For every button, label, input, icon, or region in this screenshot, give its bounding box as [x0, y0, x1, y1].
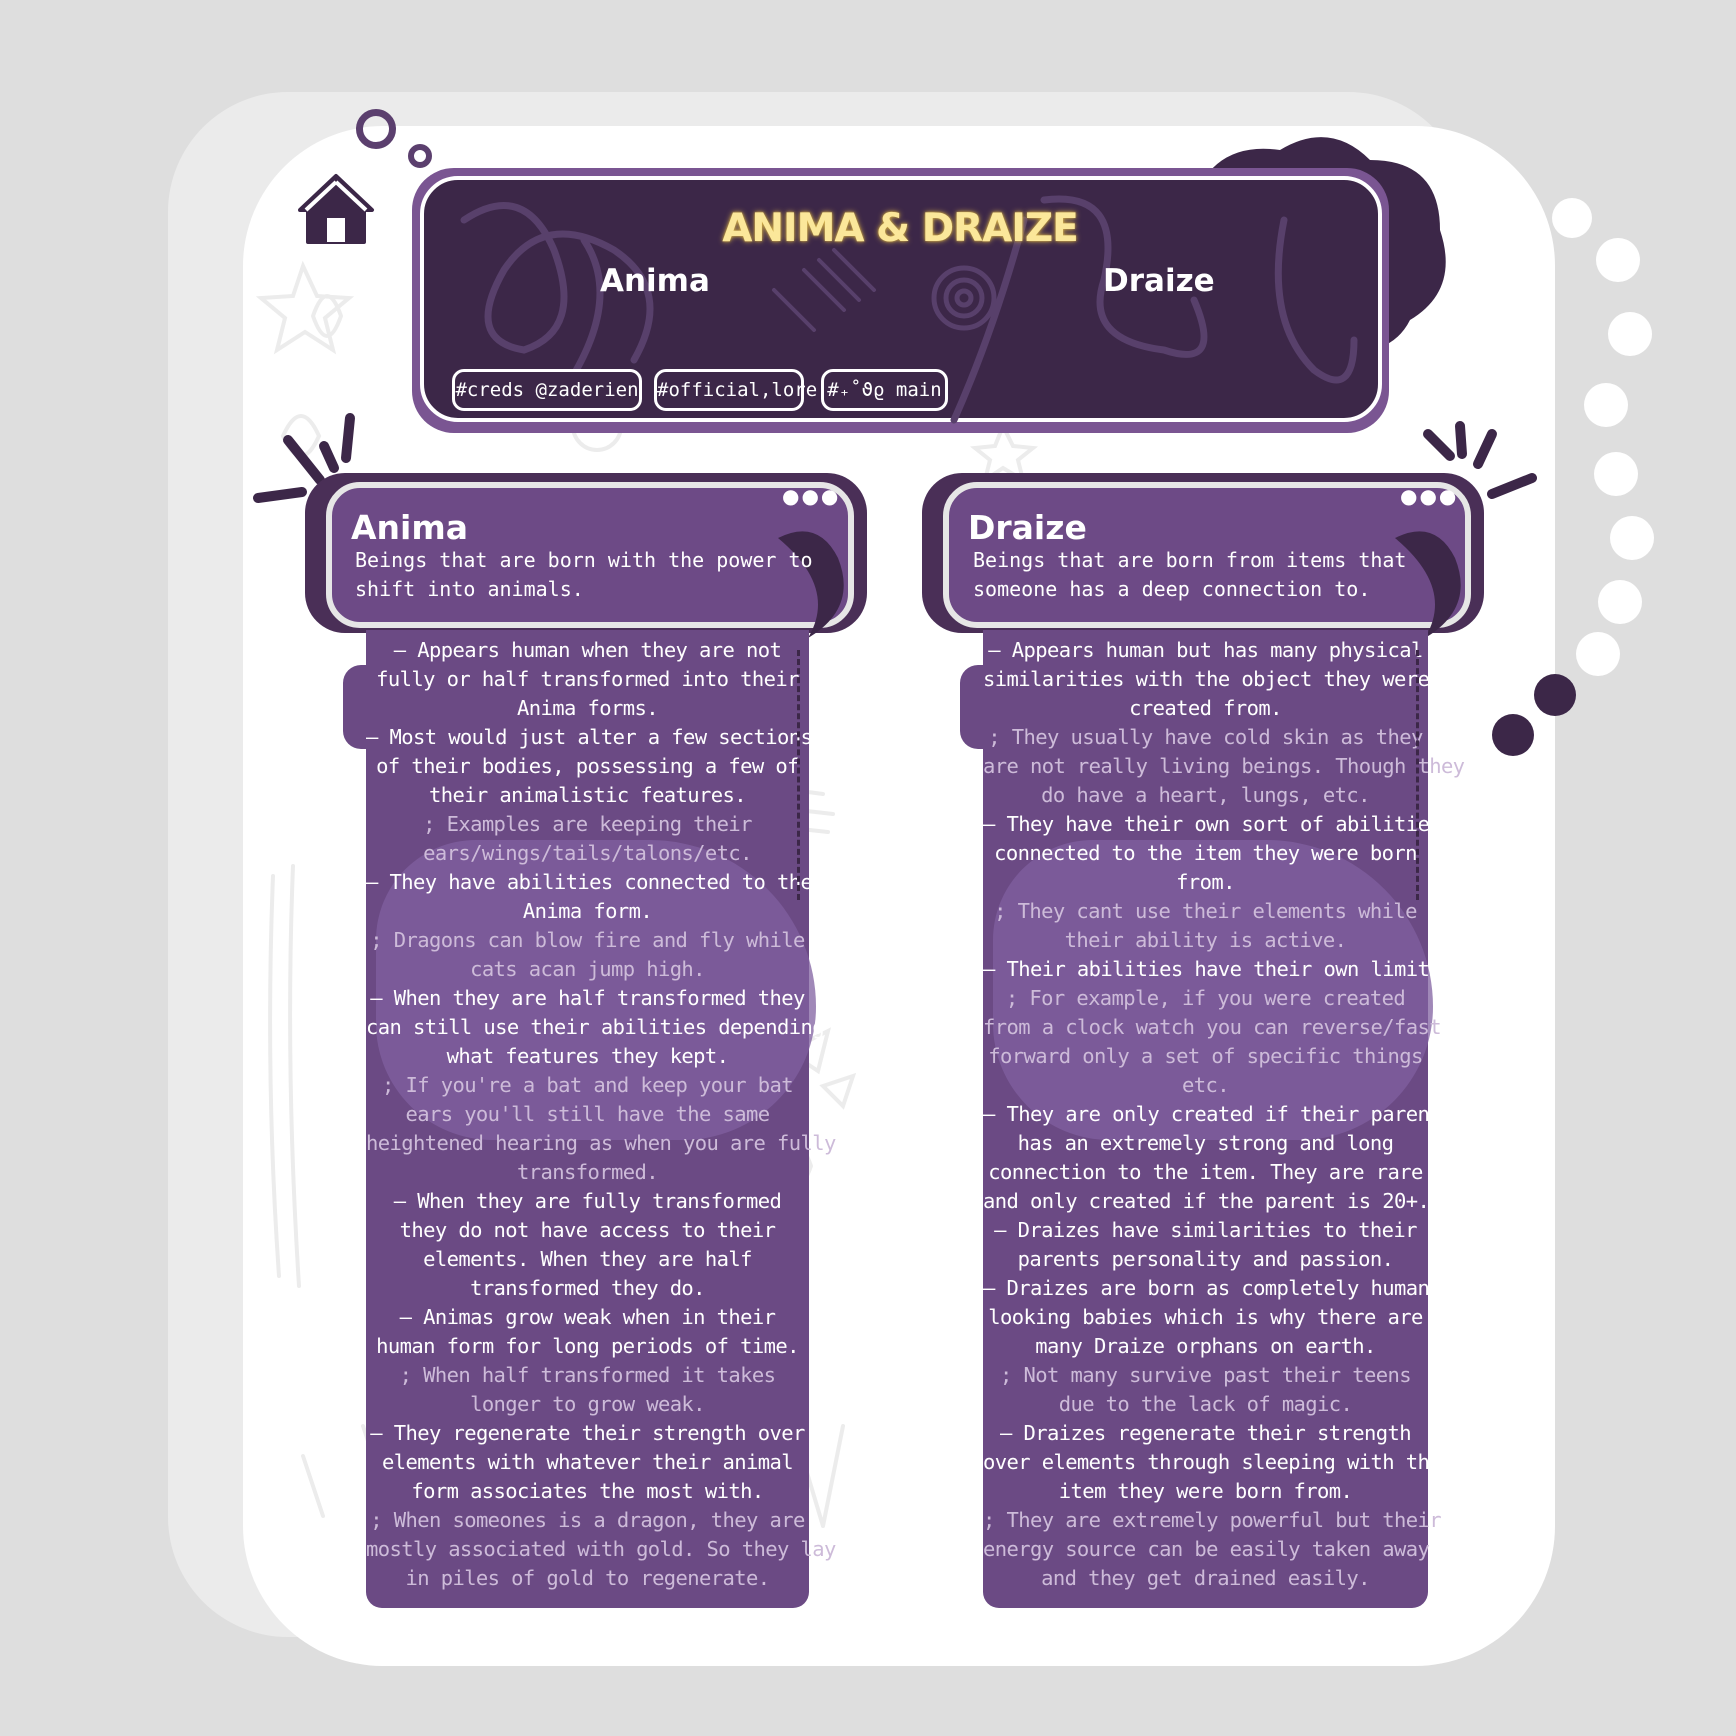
- draize-lore-line: — They are only created if their parent: [983, 1102, 1441, 1126]
- draize-note-line: ; They are extremely powerful but their: [983, 1508, 1441, 1532]
- draize-title: Draize: [968, 508, 1087, 547]
- anima-note-line: ears/wings/tails/talons/etc.: [423, 841, 752, 865]
- draize-column: [983, 630, 1465, 1608]
- draize-lore-line: — They have their own sort of abilities: [983, 812, 1441, 836]
- ring-decoration-small: [408, 144, 432, 168]
- draize-lore-line: connected to the item they were born: [994, 841, 1417, 865]
- anima-description: [355, 546, 813, 604]
- anima-lore-line: fully or half transformed into their: [376, 667, 799, 691]
- draize-description: [973, 546, 1406, 604]
- draize-note-line: and they get drained easily.: [1041, 1566, 1370, 1590]
- draize-note-line: their ability is active.: [1064, 928, 1347, 952]
- draize-note-line: ; They usually have cold skin as they: [988, 725, 1423, 749]
- draize-lore-line: — Draizes are born as completely human: [983, 1276, 1430, 1300]
- anima-note-line: in piles of gold to regenerate.: [405, 1566, 770, 1590]
- draize-note-line: from a clock watch you can reverse/fast: [983, 1015, 1441, 1039]
- home-icon[interactable]: [296, 170, 376, 248]
- anima-lore-line: — Most would just alter a few sections: [366, 725, 813, 749]
- anima-lore-line: can still use their abilities depending on: [366, 1015, 860, 1039]
- draize-note-line: ; They cant use their elements while: [994, 899, 1417, 923]
- bubble-decoration: [1608, 312, 1652, 356]
- draize-lore-line: item they were born from.: [1058, 1479, 1353, 1503]
- tag-creds[interactable]: #creds @zaderien: [452, 369, 642, 411]
- draize-lore-line: has an extremely strong and long: [1017, 1131, 1394, 1155]
- anima-lore-line: of their bodies, possessing a few of: [376, 754, 799, 778]
- ring-decoration: [356, 109, 396, 149]
- anima-lore-line: elements. When they are half: [423, 1247, 752, 1271]
- anima-lore-line: their animalistic features.: [428, 783, 747, 807]
- more-dots-icon[interactable]: ●●●: [782, 484, 841, 508]
- tag-official-lore[interactable]: #official,lore: [654, 369, 804, 411]
- anima-lore-line: — They have abilities connected to their: [366, 870, 836, 894]
- draize-lore-line: many Draize orphans on earth.: [1035, 1334, 1376, 1358]
- more-dots-icon[interactable]: ●●●: [1400, 484, 1459, 508]
- page-title: ANIMA & DRAIZE: [722, 206, 1078, 251]
- anima-lore-list: [366, 636, 860, 1593]
- draize-note-line: forward only a set of specific things: [988, 1044, 1423, 1068]
- draize-lore-line: — Appears human but has many physical: [988, 638, 1423, 662]
- draize-lore-line: — Draizes regenerate their strength: [1000, 1421, 1411, 1445]
- draize-note-line: etc.: [1182, 1073, 1229, 1097]
- anima-title: Anima: [351, 508, 468, 547]
- anima-note-line: ; Examples are keeping their: [423, 812, 752, 836]
- anima-lore-line: — When they are fully transformed: [393, 1189, 782, 1213]
- anima-note-line: ; When half transformed it takes: [399, 1363, 776, 1387]
- draize-note-line: ; For example, if you were created: [1005, 986, 1406, 1010]
- dark-bubble-decoration: [1534, 674, 1576, 716]
- anima-desc-line: shift into animals.: [355, 577, 584, 601]
- bubble-decoration: [1594, 452, 1638, 496]
- draize-note-line: do have a heart, lungs, etc.: [1041, 783, 1370, 807]
- draize-lore-line: similarities with the object they were: [983, 667, 1430, 691]
- draize-lore-line: connection to the item. They are rare: [988, 1160, 1423, 1184]
- draize-lore-line: — Draizes have similarities to their: [994, 1218, 1417, 1242]
- draize-lore-line: parents personality and passion.: [1017, 1247, 1394, 1271]
- anima-lore-line: — When they are half transformed they: [370, 986, 805, 1010]
- draize-note-line: ; Not many survive past their teens: [1000, 1363, 1411, 1387]
- anima-note-line: ears you'll still have the same: [405, 1102, 770, 1126]
- anima-lore-line: elements with whatever their animal: [382, 1450, 793, 1474]
- anima-note-line: mostly associated with gold. So they lay: [366, 1537, 836, 1561]
- anima-lore-line: Anima forms.: [517, 696, 658, 720]
- bubble-decoration: [1584, 383, 1628, 427]
- draize-lore-list: [983, 636, 1465, 1593]
- anima-note-line: ; When someones is a dragon, they are: [370, 1508, 805, 1532]
- header-label-anima[interactable]: Anima: [600, 263, 710, 299]
- anima-lore-line: form associates the most with.: [411, 1479, 764, 1503]
- bubble-decoration: [1576, 632, 1620, 676]
- bubble-decoration: [1552, 198, 1592, 238]
- anima-lore-line: — Appears human when they are not: [393, 638, 782, 662]
- draize-lore-line: created from.: [1129, 696, 1282, 720]
- draize-desc-line: Beings that are born from items that: [973, 548, 1407, 572]
- bubble-decoration: [1596, 238, 1640, 282]
- anima-dashed-border: [797, 650, 800, 900]
- draize-note-line: energy source can be easily taken away: [983, 1537, 1430, 1561]
- anima-note-line: transformed.: [517, 1160, 658, 1184]
- anima-desc-line: Beings that are born with the power to: [355, 548, 813, 572]
- anima-lore-line: — They regenerate their strength over: [370, 1421, 805, 1445]
- dark-bubble-decoration: [1492, 714, 1534, 756]
- bubble-decoration: [1610, 516, 1654, 560]
- draize-lore-line: and only created if the parent is 20+.: [983, 1189, 1430, 1213]
- anima-lore-line: — Animas grow weak when in their: [399, 1305, 776, 1329]
- anima-lore-line: transformed they do.: [470, 1276, 705, 1300]
- draize-note-line: due to the lack of magic.: [1058, 1392, 1353, 1416]
- anima-lore-line: what features they kept.: [446, 1044, 729, 1068]
- header-label-draize[interactable]: Draize: [1103, 263, 1215, 299]
- anima-lore-line: Anima form.: [522, 899, 653, 923]
- tag-main[interactable]: #₊˚ϑϱ main: [821, 369, 948, 411]
- draize-desc-line: someone has a deep connection to.: [973, 577, 1371, 601]
- bubble-decoration: [1598, 580, 1642, 624]
- anima-note-line: ; Dragons can blow fire and fly while: [370, 928, 805, 952]
- draize-note-line: are not really living beings. Though they: [983, 754, 1465, 778]
- draize-dashed-border: [1416, 650, 1419, 900]
- draize-lore-line: over elements through sleeping with the: [983, 1450, 1441, 1474]
- draize-lore-line: looking babies which is why there are: [988, 1305, 1423, 1329]
- anima-column: [366, 630, 860, 1608]
- anima-note-line: ; If you're a bat and keep your bat: [382, 1073, 793, 1097]
- draize-lore-line: — Their abilities have their own limits.: [983, 957, 1453, 981]
- anima-note-line: cats acan jump high.: [470, 957, 705, 981]
- anima-note-line: longer to grow weak.: [470, 1392, 705, 1416]
- anima-lore-line: human form for long periods of time.: [376, 1334, 799, 1358]
- anima-note-line: heightened hearing as when you are fully: [366, 1131, 836, 1155]
- draize-lore-line: from.: [1176, 870, 1235, 894]
- anima-lore-line: they do not have access to their: [399, 1218, 776, 1242]
